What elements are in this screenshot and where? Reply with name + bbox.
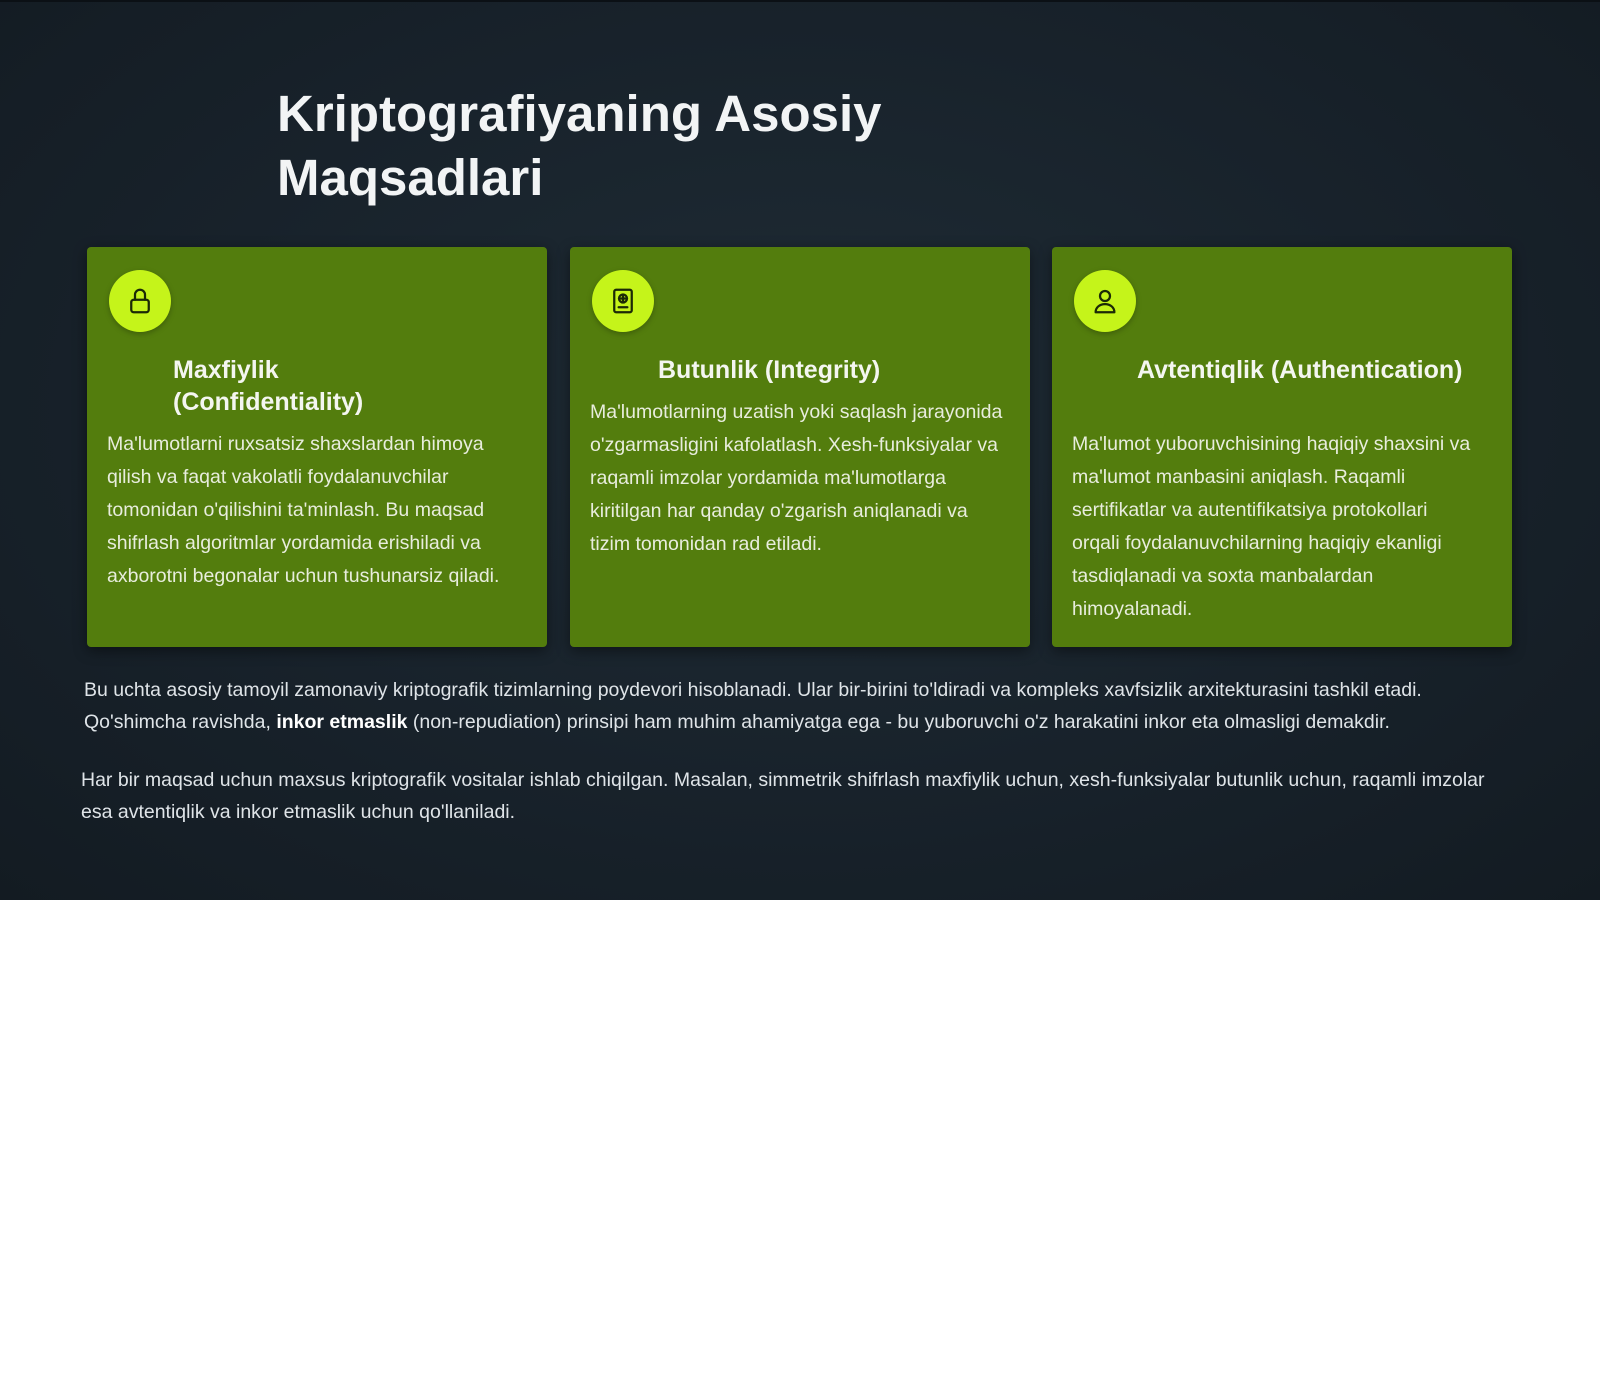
card-text: Ma'lumot yuboruvchisining haqiqiy shaxsini va ma'lumot manbasini aniqlash. Raqamli sertifikatlar va autentifikatsiya protokollari orqali foydalanuvchilarning haqiqiy ekanligi tasdiqlanadi va soxta manbalardan himoyalanadi. — [1072, 433, 1471, 620]
summary-text-start: Bu uchta asosiy tamoyil zamonaviy kriptografik tizimlarning poydevori hisoblanadi. Ular bir-birini to'ldiradi va kompleks xavfsizlik arxitekturasini tashkil etadi. Qo'shimcha ravishda, — [84, 679, 1422, 733]
summary-bold-term: inkor etmaslik — [276, 711, 408, 733]
summary-text-end: (non-repudiation) prinsipi ham muhim ahamiyatga ega - bu yuboruvchi o'z harakatini inkor eta olmasligi demakdir. — [407, 711, 1390, 733]
card-confidentiality — [87, 247, 547, 647]
lock-icon — [109, 270, 171, 332]
card-text: Ma'lumotlarning uzatish yoki saqlash jarayonida o'zgarmasligini kafolatlash. Xesh-funksiyalar va raqamli imzolar yordamida ma'lumotlarga kiritilgan har qanday o'zgarish aniqlanadi va tizim tomonidan rad etiladi. — [590, 401, 1003, 555]
card-title: Butunlik (Integrity) — [658, 356, 881, 384]
summary-paragraph — [84, 674, 1524, 738]
card-text: Ma'lumotlarni ruxsatsiz shaxslardan himoya qilish va faqat vakolatli foydalanuvchilar tomonidan o'qilishini ta'minlash. Bu maqsad shifrlash algoritmlar yordamida erishiladi va axborotni begonalar uchun tushunarsiz qiladi. — [107, 433, 500, 587]
card-title: Avtentiqlik (Authentication) — [1137, 356, 1463, 384]
card-integrity — [570, 247, 1030, 647]
card-authentication — [1052, 247, 1512, 647]
user-icon — [1074, 270, 1136, 332]
slide-title: Kriptografiyaning Asosiy Maqsadlari — [277, 85, 882, 206]
certificate-icon — [592, 270, 654, 332]
card-title: Maxfiylik (Confidentiality) — [173, 356, 364, 416]
tools-paragraph: Har bir maqsad uchun maxsus kriptografik vositalar ishlab chiqilgan. Masalan, simmetrik shifrlash maxfiylik uchun, xesh-funksiyalar butunlik uchun, raqamli imzolar esa avtentiqlik va inkor etmaslik uchun qo'llaniladi. — [81, 769, 1485, 823]
